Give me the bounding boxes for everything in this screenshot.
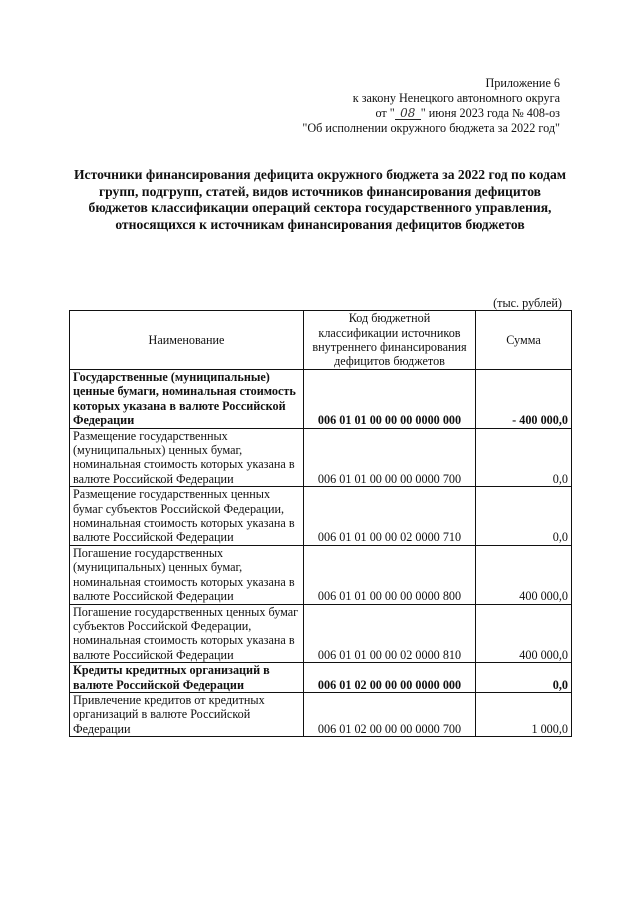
row-name-cell: Размещение государственных ценных бумаг субъектов Российской Федерации, номинальная стоимость которых указана в валюте Российской Федерации [70, 487, 304, 546]
row-name-cell: Погашение государственных (муниципальных) ценных бумаг, номинальная стоимость которых указана в валюте Российской Федерации [70, 545, 304, 604]
handwritten-day: 08 [395, 108, 421, 120]
row-sum-cell: 400 000,0 [476, 604, 572, 663]
row-name-cell: Погашение государственных ценных бумаг субъектов Российской Федерации, номинальная стоимость которых указана в валюте Российской Федерации [70, 604, 304, 663]
row-code-cell: 006 01 01 00 00 00 0000 000 [304, 370, 476, 429]
table-row [70, 370, 572, 429]
table-body [70, 370, 572, 737]
row-sum-cell: - 400 000,0 [476, 370, 572, 429]
table-header-row [70, 311, 572, 370]
appendix-block [302, 76, 560, 136]
row-name-cell: Размещение государственных (муниципальных) ценных бумаг, номинальная стоимость которых указана в валюте Российской Федерации [70, 428, 304, 487]
table-row [70, 663, 572, 693]
row-name-cell: Кредиты кредитных организаций в валюте Российской Федерации [70, 663, 304, 693]
row-name-cell: Привлечение кредитов от кредитных организаций в валюте Российской Федерации [70, 692, 304, 736]
row-code-cell: 006 01 01 00 00 00 0000 700 [304, 428, 476, 487]
document-title: Источники финансирования дефицита окружного бюджета за 2022 год по кодам групп, подгрупп, статей, видов источников финансирования дефицитов бюджетов классификации операций сектора государственного управления, относящихся к источникам финансирования дефицитов бюджетов [73, 167, 567, 232]
row-sum-cell: 0,0 [476, 428, 572, 487]
row-sum-cell: 1 000,0 [476, 692, 572, 736]
appendix-law-reference: к закону Ненецкого автономного округа [352, 91, 560, 105]
header-name: Наименование [70, 311, 304, 370]
header-code: Код бюджетной классификации источников внутреннего финансирования дефицитов бюджетов [304, 311, 476, 370]
date-prefix: от " [375, 106, 395, 120]
row-code-cell: 006 01 02 00 00 00 0000 700 [304, 692, 476, 736]
row-code-cell: 006 01 01 00 00 02 0000 810 [304, 604, 476, 663]
header-sum: Сумма [476, 311, 572, 370]
row-sum-cell: 400 000,0 [476, 545, 572, 604]
table-row [70, 604, 572, 663]
table-row [70, 545, 572, 604]
date-suffix: " июня 2023 года № 408-оз [420, 106, 560, 120]
appendix-title: Приложение 6 [485, 76, 560, 90]
units-label: (тыс. рублей) [493, 296, 562, 310]
row-code-cell: 006 01 02 00 00 00 0000 000 [304, 663, 476, 693]
table-row [70, 428, 572, 487]
table-row [70, 487, 572, 546]
row-code-cell: 006 01 01 00 00 02 0000 710 [304, 487, 476, 546]
table-row [70, 692, 572, 736]
row-name-cell: Государственные (муниципальные) ценные бумаги, номинальная стоимость которых указана в валюте Российской Федерации [70, 370, 304, 429]
appendix-law-title: "Об исполнении окружного бюджета за 2022 год" [302, 121, 560, 135]
appendix-date-line [302, 106, 560, 121]
financing-sources-table [69, 310, 572, 737]
row-code-cell: 006 01 01 00 00 00 0000 800 [304, 545, 476, 604]
row-sum-cell: 0,0 [476, 487, 572, 546]
row-sum-cell: 0,0 [476, 663, 572, 693]
